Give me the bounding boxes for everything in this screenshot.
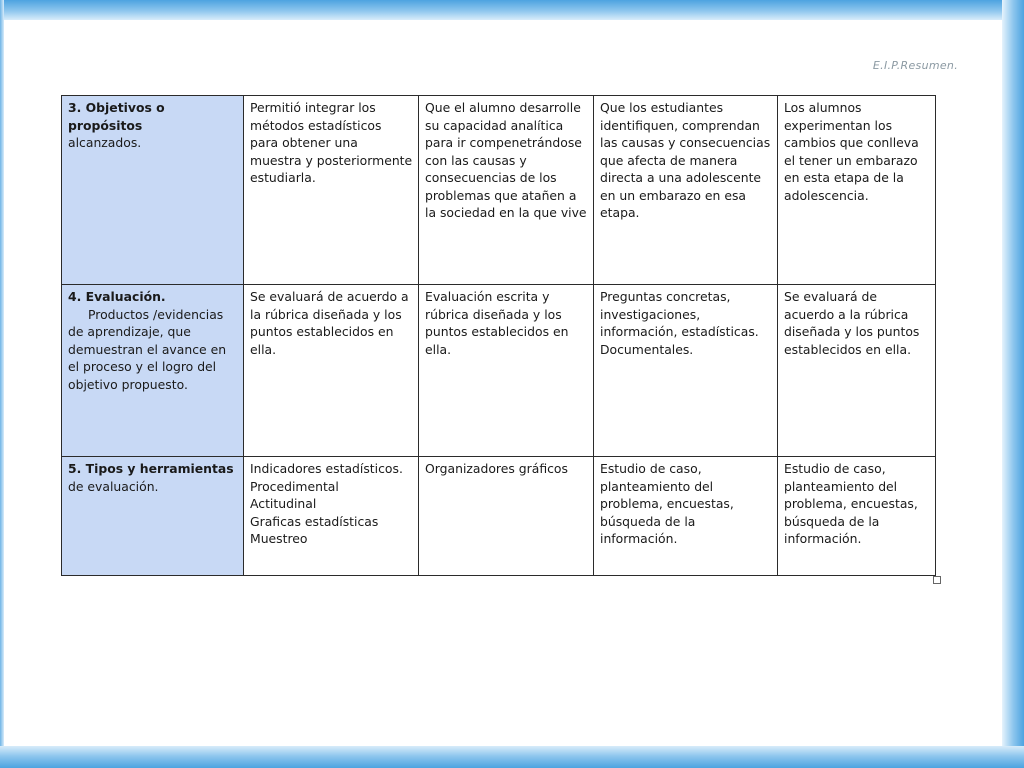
document-header: E.I.P.Resumen. xyxy=(872,59,958,72)
table-cell: Que el alumno desarrolle su capacidad analítica para ir compenetrándose con las causas y consecuencias de los problemas que atañen a la sociedad en la que vive xyxy=(419,96,594,285)
table-cell: Permitió integrar los métodos estadísticos para obtener una muestra y posteriormente estudiarla. xyxy=(244,96,419,285)
row-label-title: 3. Objetivos o propósitos xyxy=(68,100,165,133)
row-label-title: 4. Evaluación. xyxy=(68,289,166,304)
row-label-title: 5. Tipos y herramientas xyxy=(68,461,234,476)
table-cell: Estudio de caso, planteamiento del problema, encuestas, búsqueda de la información. xyxy=(778,457,936,576)
table-cell: Se evaluará de acuerdo a la rúbrica diseñada y los puntos establecidos en ella. xyxy=(244,285,419,457)
slide-frame-top xyxy=(0,0,1024,20)
slide-frame-left xyxy=(0,0,4,768)
table-cell: Evaluación escrita y rúbrica diseñada y los puntos establecidos en ella. xyxy=(419,285,594,457)
table-row-tipos xyxy=(62,457,936,576)
table-row-objetivos xyxy=(62,96,936,285)
slide-frame-right xyxy=(1002,0,1024,768)
row-label-cell xyxy=(62,285,244,457)
table-cell: Indicadores estadísticos. Procedimental Actitudinal Graficas estadísticas Muestreo xyxy=(244,457,419,576)
row-label-text: Productos /evidencias de aprendizaje, que demuestran el avance en el proceso y el logro del objetivo propuesto. xyxy=(68,306,227,392)
row-label-cell xyxy=(62,96,244,285)
row-label-cell xyxy=(62,457,244,576)
row-label-text: de evaluación. xyxy=(68,478,159,494)
table-resize-handle[interactable] xyxy=(933,576,941,584)
table-cell: Los alumnos experimentan los cambios que conlleva el tener un embarazo en esta etapa de la adolescencia. xyxy=(778,96,936,285)
slide-frame-bottom xyxy=(0,746,1024,768)
table-cell: Estudio de caso, planteamiento del problema, encuestas, búsqueda de la información. xyxy=(594,457,778,576)
table-cell: Preguntas concretas, investigaciones, información, estadísticas. Documentales. xyxy=(594,285,778,457)
evaluation-table xyxy=(61,95,936,576)
table-cell: Se evaluará de acuerdo a la rúbrica diseñada y los puntos establecidos en ella. xyxy=(778,285,936,457)
row-label-text: alcanzados. xyxy=(68,135,142,150)
table-cell: Organizadores gráficos xyxy=(419,457,594,576)
table-cell: Que los estudiantes identifiquen, comprendan las causas y consecuencias que afecta de manera directa a una adolescente en un embarazo en esa etapa. xyxy=(594,96,778,285)
table-row-evaluacion xyxy=(62,285,936,457)
